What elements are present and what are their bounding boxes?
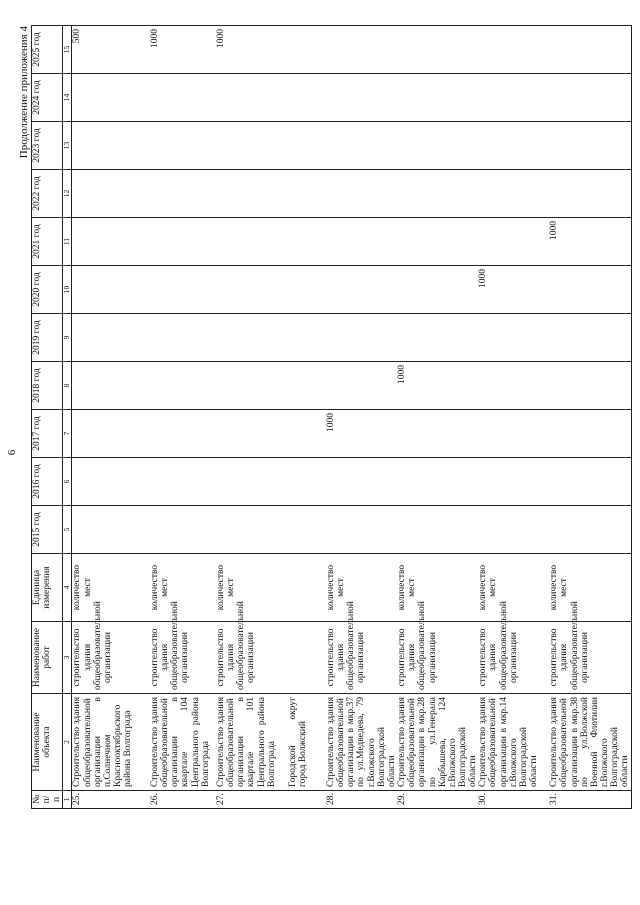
year-value-5	[72, 506, 150, 554]
object-name: Строительство здания общеобразовательной организации в мкр.14 г.Волжского Волгоградской области	[478, 694, 549, 791]
column-number: 4	[63, 554, 72, 622]
year-value-7	[478, 410, 549, 458]
year-value-5	[478, 506, 549, 554]
year-value-5	[216, 506, 282, 554]
unit-of-measure: количество мест	[549, 554, 631, 622]
region-row	[282, 26, 326, 809]
column-number: 9	[63, 314, 72, 362]
column-number: 6	[63, 458, 72, 506]
year-value-5	[397, 506, 478, 554]
work-name: строительство здания общеобразовательной организации	[150, 622, 216, 694]
year-value-6	[478, 458, 549, 506]
year-value-10	[326, 266, 397, 314]
row-number: 27.	[216, 791, 282, 809]
year-value-6	[326, 458, 397, 506]
year-value-14	[326, 74, 397, 122]
year-value-15	[478, 26, 549, 74]
work-name: строительство здания общеобразовательной организации	[216, 622, 282, 694]
empty-cell	[282, 410, 326, 458]
continuation-label: Продолжение приложения 4	[18, 26, 30, 159]
year-value-11	[216, 218, 282, 266]
column-number: 12	[63, 170, 72, 218]
header-year: 2025 год	[32, 26, 63, 74]
year-value-9	[397, 314, 478, 362]
year-value-9	[216, 314, 282, 362]
column-number-row	[63, 26, 72, 809]
year-value-13	[326, 122, 397, 170]
year-value-7	[72, 410, 150, 458]
year-value-13	[397, 122, 478, 170]
header-year: 2024 год	[32, 74, 63, 122]
table-row	[150, 26, 216, 809]
year-value-7	[397, 410, 478, 458]
year-value-13	[549, 122, 631, 170]
year-value-7	[150, 410, 216, 458]
year-value-8: 1000	[397, 362, 478, 410]
empty-cell	[282, 122, 326, 170]
object-name: Строительство здания общеобразовательной организации в мкр.37 по ул.Медведева, 79 г.Волжского Волгоградской области	[326, 694, 397, 791]
empty-cell	[282, 458, 326, 506]
targets-table	[31, 25, 632, 809]
year-value-14	[216, 74, 282, 122]
header-year: 2019 год	[32, 314, 63, 362]
year-value-15	[397, 26, 478, 74]
year-value-12	[150, 170, 216, 218]
work-name: строительство здания общеобразовательной организации	[549, 622, 631, 694]
year-value-8	[216, 362, 282, 410]
year-value-10	[549, 266, 631, 314]
column-number: 2	[63, 694, 72, 791]
year-value-9	[326, 314, 397, 362]
year-value-5	[326, 506, 397, 554]
year-value-11	[72, 218, 150, 266]
year-value-11	[326, 218, 397, 266]
year-value-14	[72, 74, 150, 122]
year-value-15: 1000	[216, 26, 282, 74]
year-value-10	[216, 266, 282, 314]
row-number: 28.	[326, 791, 397, 809]
header-row	[32, 26, 63, 809]
year-value-9	[549, 314, 631, 362]
empty-cell	[282, 26, 326, 74]
table-row	[216, 26, 282, 809]
year-value-11	[478, 218, 549, 266]
header-year: 2022 год	[32, 170, 63, 218]
year-value-6	[549, 458, 631, 506]
year-value-11: 1000	[549, 218, 631, 266]
empty-cell	[282, 622, 326, 694]
column-number: 3	[63, 622, 72, 694]
year-value-12	[549, 170, 631, 218]
year-value-12	[478, 170, 549, 218]
year-value-6	[150, 458, 216, 506]
region-num-cell	[282, 791, 326, 809]
object-name: Строительство здания общеобразовательной организации в мкр.38 по ул.Волжской Военной Флотилии г.Волжского Волгоградской области	[549, 694, 631, 791]
table-row	[478, 26, 549, 809]
row-number: 31.	[549, 791, 631, 809]
object-name: Строительство здания общеобразовательной организации в мкр.28 по ул.Генерала Карбышева, 124 г.Волжского Волгоградской области	[397, 694, 478, 791]
region-name: Городской округ город Волжский	[282, 694, 326, 791]
year-value-7	[549, 410, 631, 458]
empty-cell	[282, 362, 326, 410]
header-year: 2020 год	[32, 266, 63, 314]
year-value-12	[326, 170, 397, 218]
column-number: 5	[63, 506, 72, 554]
table-body	[72, 26, 631, 809]
year-value-10	[397, 266, 478, 314]
year-value-6	[72, 458, 150, 506]
unit-of-measure: количество мест	[72, 554, 150, 622]
unit-of-measure: количество мест	[397, 554, 478, 622]
work-name: строительство здания общеобразовательной организации	[326, 622, 397, 694]
column-number: 10	[63, 266, 72, 314]
year-value-14	[150, 74, 216, 122]
year-value-6	[216, 458, 282, 506]
year-value-13	[216, 122, 282, 170]
year-value-9	[150, 314, 216, 362]
row-number: 25.	[72, 791, 150, 809]
year-value-11	[397, 218, 478, 266]
empty-cell	[282, 554, 326, 622]
year-value-14	[549, 74, 631, 122]
year-value-12	[216, 170, 282, 218]
header-object: Наименование объекта	[32, 694, 63, 791]
year-value-11	[150, 218, 216, 266]
year-value-8	[549, 362, 631, 410]
column-number: 14	[63, 74, 72, 122]
year-value-13	[72, 122, 150, 170]
year-value-13	[150, 122, 216, 170]
header-year: 2016 год	[32, 458, 63, 506]
empty-cell	[282, 74, 326, 122]
year-value-15: 500	[72, 26, 150, 74]
work-name: строительство здания общеобразовательной организации	[478, 622, 549, 694]
column-number: 11	[63, 218, 72, 266]
header-unit: Единица измерения	[32, 554, 63, 622]
table-row	[549, 26, 631, 809]
year-value-15: 1000	[150, 26, 216, 74]
year-value-12	[72, 170, 150, 218]
column-number: 13	[63, 122, 72, 170]
empty-cell	[282, 170, 326, 218]
year-value-8	[72, 362, 150, 410]
year-value-12	[397, 170, 478, 218]
table-row	[72, 26, 150, 809]
column-number: 7	[63, 410, 72, 458]
object-name: Строительство здания общеобразовательной организации в квартале 101 Центрального района Волгограда	[216, 694, 282, 791]
year-value-13	[478, 122, 549, 170]
empty-cell	[282, 314, 326, 362]
year-value-8	[150, 362, 216, 410]
year-value-10: 1000	[478, 266, 549, 314]
empty-cell	[282, 266, 326, 314]
page-number: 6	[6, 449, 18, 456]
row-number: 30.	[478, 791, 549, 809]
unit-of-measure: количество мест	[326, 554, 397, 622]
unit-of-measure: количество мест	[478, 554, 549, 622]
header-year: 2023 год	[32, 122, 63, 170]
year-value-5	[549, 506, 631, 554]
header-num: № п/п	[32, 791, 63, 809]
column-number: 8	[63, 362, 72, 410]
column-number: 15	[63, 26, 72, 74]
row-number: 26.	[150, 791, 216, 809]
table-row	[397, 26, 478, 809]
year-value-9	[72, 314, 150, 362]
year-value-6	[397, 458, 478, 506]
year-value-7: 1000	[326, 410, 397, 458]
work-name: строительство здания общеобразовательной организации	[72, 622, 150, 694]
work-name: строительство здания общеобразовательной организации	[397, 622, 478, 694]
row-number: 29.	[397, 791, 478, 809]
header-year: 2018 год	[32, 362, 63, 410]
object-name: Строительство здания общеобразовательной организации в квартале 104 Центрального района Волгограда	[150, 694, 216, 791]
header-year: 2017 год	[32, 410, 63, 458]
year-value-14	[478, 74, 549, 122]
empty-cell	[282, 218, 326, 266]
empty-cell	[282, 506, 326, 554]
year-value-15	[326, 26, 397, 74]
header-year: 2015 год	[32, 506, 63, 554]
year-value-7	[216, 410, 282, 458]
header-year: 2021 год	[32, 218, 63, 266]
year-value-14	[397, 74, 478, 122]
header-work: Наименование работ	[32, 622, 63, 694]
unit-of-measure: количество мест	[216, 554, 282, 622]
year-value-10	[72, 266, 150, 314]
year-value-8	[326, 362, 397, 410]
year-value-8	[478, 362, 549, 410]
column-number: 1	[63, 791, 72, 809]
year-value-10	[150, 266, 216, 314]
year-value-15	[549, 26, 631, 74]
year-value-5	[150, 506, 216, 554]
unit-of-measure: количество мест	[150, 554, 216, 622]
table-row	[326, 26, 397, 809]
year-value-9	[478, 314, 549, 362]
object-name: Строительство здания общеобразовательной организации в п.Солнечном Краснооктябрьского района Волгограда	[72, 694, 150, 791]
